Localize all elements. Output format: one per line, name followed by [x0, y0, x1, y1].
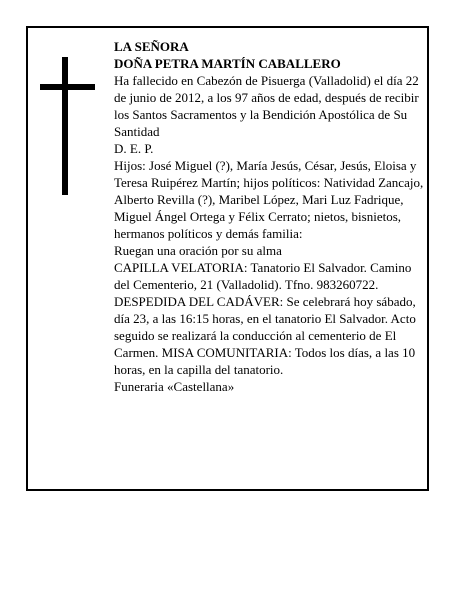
deceased-name: DOÑA PETRA MARTÍN CABALLERO [114, 56, 341, 71]
cross-icon [40, 57, 95, 195]
rip: D. E. P. [114, 141, 154, 156]
prayer-request: Ruegan una oración por su alma [114, 243, 282, 258]
obituary-text [114, 38, 428, 395]
heading: LA SEÑORA [114, 39, 189, 54]
family-list: Hijos: José Miguel (?), María Jesús, César, Jesús, Eloisa y Teresa Ruipérez Martín; hijos políticos: Natividad Zancajo, Alberto Revilla (?), Maribel López, Mari Luz Fadrique, Miguel Ángel Ortega y Félix Cerrato; nietos, bisnietos, hermanos políticos y demás familia: [114, 158, 424, 241]
chapel-info: CAPILLA VELATORIA: Tanatorio El Salvador. Camino del Cementerio, 21 (Valladolid). Tfno. 983260722. [114, 260, 412, 292]
death-notice: Ha fallecido en Cabezón de Pisuerga (Valladolid) el día 22 de junio de 2012, a los 97 años de edad, después de recibir los Santos Sacramentos y la Bendición Apostólica de Su Santidad [114, 73, 419, 139]
funeral-info: DESPEDIDA DEL CADÁVER: Se celebrará hoy sábado, día 23, a las 16:15 horas, en el tanatorio El Salvador. Acto seguido se realizará la conducción al cementerio de El Carmen. MISA COMUNITARIA: Todos los días, a las 10 horas, en la capilla del tanatorio. [114, 294, 416, 377]
funeral-home: Funeraria «Castellana» [114, 379, 235, 394]
